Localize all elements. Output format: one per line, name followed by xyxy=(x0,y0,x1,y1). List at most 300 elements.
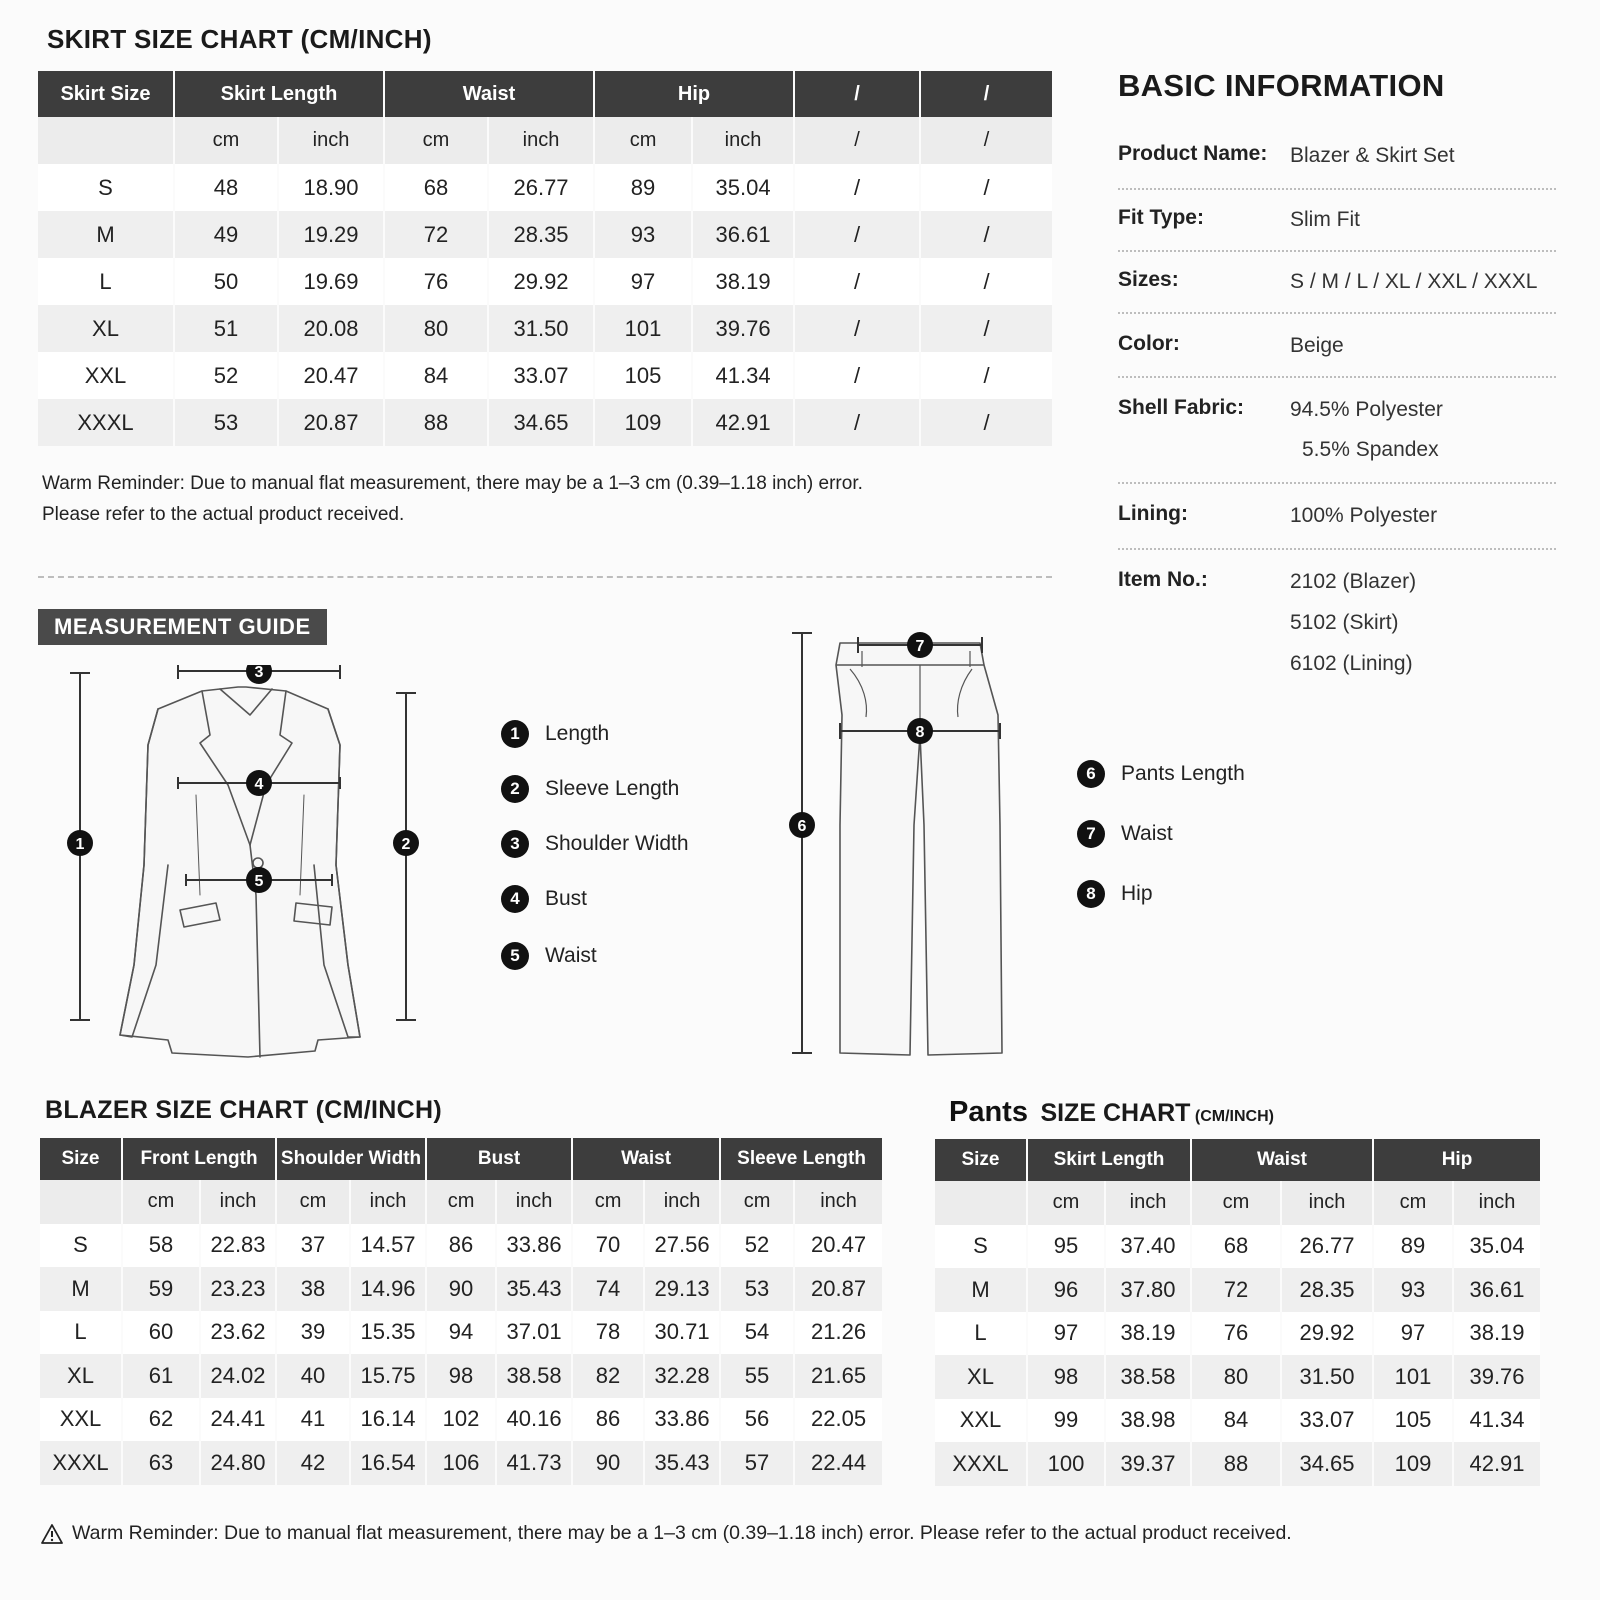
unit-cell: inch xyxy=(350,1180,426,1224)
header-cell: Size xyxy=(40,1138,122,1180)
pants-title-word: Pants xyxy=(949,1096,1028,1128)
unit-cell: cm xyxy=(174,117,278,164)
value-cell: 41.73 xyxy=(496,1441,572,1485)
value-cell: 53 xyxy=(720,1267,794,1311)
info-value: 5.5% Spandex xyxy=(1302,438,1439,461)
value-cell: 89 xyxy=(1373,1225,1453,1269)
legend-item-shoulder-width xyxy=(501,830,689,858)
skirt-chart-title: SKIRT SIZE CHART (CM/INCH) xyxy=(47,24,432,54)
unit-cell: inch xyxy=(496,1180,572,1224)
header-cell: Waist xyxy=(384,71,594,117)
value-cell: 39.37 xyxy=(1105,1442,1191,1486)
value-cell: 38.19 xyxy=(1105,1312,1191,1356)
value-cell: 20.47 xyxy=(794,1224,882,1268)
header-cell: Bust xyxy=(426,1138,572,1180)
info-value: Slim Fit xyxy=(1290,208,1360,231)
unit-cell xyxy=(40,1180,122,1224)
value-cell: 89 xyxy=(594,164,692,211)
value-cell: 14.96 xyxy=(350,1267,426,1311)
table-row xyxy=(40,1354,882,1398)
table-row xyxy=(935,1355,1540,1399)
header-cell: Front Length xyxy=(122,1138,276,1180)
basic-info-title: BASIC INFORMATION xyxy=(1118,68,1445,103)
unit-cell: cm xyxy=(1191,1181,1281,1225)
value-cell: 21.65 xyxy=(794,1354,882,1398)
skirt-size-table xyxy=(38,71,1052,446)
section-divider xyxy=(38,576,1052,578)
value-cell: 62 xyxy=(122,1398,200,1442)
value-cell: / xyxy=(920,164,1052,211)
value-cell: 56 xyxy=(720,1398,794,1442)
value-cell: 21.26 xyxy=(794,1311,882,1355)
svg-text:4: 4 xyxy=(254,776,264,793)
header-cell: / xyxy=(794,71,920,117)
value-cell: 33.07 xyxy=(1281,1399,1373,1443)
unit-cell: / xyxy=(794,117,920,164)
value-cell: 68 xyxy=(1191,1225,1281,1269)
unit-cell: cm xyxy=(572,1180,644,1224)
value-cell: 31.50 xyxy=(1281,1355,1373,1399)
unit-cell: cm xyxy=(122,1180,200,1224)
info-value: 100% Polyester xyxy=(1290,504,1438,527)
size-cell: M xyxy=(40,1267,122,1311)
header-cell: Hip xyxy=(594,71,794,117)
size-cell: XXL xyxy=(40,1398,122,1442)
table-row xyxy=(38,305,1052,352)
value-cell: 24.02 xyxy=(200,1354,276,1398)
size-cell: L xyxy=(935,1312,1027,1356)
value-cell: 39.76 xyxy=(692,305,794,352)
legend-label: Waist xyxy=(1121,822,1173,845)
value-cell: 24.80 xyxy=(200,1441,276,1485)
pants-size-table xyxy=(935,1139,1540,1486)
value-cell: 15.75 xyxy=(350,1354,426,1398)
value-cell: 50 xyxy=(174,258,278,305)
size-cell: XXXL xyxy=(38,399,174,446)
size-cell: XL xyxy=(40,1354,122,1398)
size-cell: XXXL xyxy=(935,1442,1027,1486)
value-cell: 84 xyxy=(384,352,488,399)
value-cell: 33.86 xyxy=(644,1398,720,1442)
unit-cell xyxy=(38,117,174,164)
unit-cell: cm xyxy=(1373,1181,1453,1225)
legend-item-bust xyxy=(501,885,587,913)
value-cell: 15.35 xyxy=(350,1311,426,1355)
value-cell: 34.65 xyxy=(488,399,594,446)
legend-label: Shoulder Width xyxy=(545,832,689,855)
value-cell: 37.40 xyxy=(1105,1225,1191,1269)
unit-cell: inch xyxy=(644,1180,720,1224)
svg-text:6: 6 xyxy=(797,818,807,835)
value-cell: 19.29 xyxy=(278,211,384,258)
legend-label: Pants Length xyxy=(1121,762,1245,785)
legend-label: Waist xyxy=(545,944,597,967)
pants-title-main: SIZE CHART xyxy=(1040,1099,1191,1127)
blazer-chart-title: BLAZER SIZE CHART (CM/INCH) xyxy=(45,1096,442,1124)
value-cell: 37.80 xyxy=(1105,1268,1191,1312)
table-row xyxy=(38,258,1052,305)
value-cell: 82 xyxy=(572,1354,644,1398)
svg-text:2: 2 xyxy=(401,836,411,853)
table-row xyxy=(935,1225,1540,1269)
info-row-lining xyxy=(1118,496,1556,550)
table-row xyxy=(935,1268,1540,1312)
footer-reminder xyxy=(40,1522,1292,1545)
value-cell: 95 xyxy=(1027,1225,1105,1269)
marker-8-icon: 8 xyxy=(1077,880,1105,908)
value-cell: 52 xyxy=(174,352,278,399)
value-cell: 42 xyxy=(276,1441,350,1485)
legend-item-pants-waist xyxy=(1077,820,1173,848)
info-row-fit-type xyxy=(1118,200,1556,252)
value-cell: 42.91 xyxy=(1453,1442,1540,1486)
value-cell: 20.87 xyxy=(794,1267,882,1311)
value-cell: 26.77 xyxy=(488,164,594,211)
header-cell: Skirt Length xyxy=(174,71,384,117)
value-cell: 52 xyxy=(720,1224,794,1268)
value-cell: / xyxy=(794,352,920,399)
svg-text:3: 3 xyxy=(254,665,264,681)
value-cell: 101 xyxy=(1373,1355,1453,1399)
value-cell: 35.43 xyxy=(644,1441,720,1485)
value-cell: 84 xyxy=(1191,1399,1281,1443)
value-cell: 23.62 xyxy=(200,1311,276,1355)
size-cell: XXL xyxy=(38,352,174,399)
value-cell: 57 xyxy=(720,1441,794,1485)
table-row xyxy=(935,1442,1540,1486)
table-row xyxy=(40,1267,882,1311)
size-cell: M xyxy=(38,211,174,258)
info-value: Beige xyxy=(1290,334,1344,357)
unit-cell: inch xyxy=(794,1180,882,1224)
value-cell: 86 xyxy=(572,1398,644,1442)
marker-2-icon: 2 xyxy=(501,775,529,803)
value-cell: / xyxy=(794,258,920,305)
value-cell: 28.35 xyxy=(488,211,594,258)
info-row-product-name xyxy=(1118,136,1556,190)
blazer-diagram xyxy=(60,665,430,1060)
value-cell: 102 xyxy=(426,1398,496,1442)
value-cell: 53 xyxy=(174,399,278,446)
blazer-size-table xyxy=(40,1138,882,1485)
marker-5-icon: 5 xyxy=(501,942,529,970)
value-cell: 80 xyxy=(384,305,488,352)
value-cell: 14.57 xyxy=(350,1224,426,1268)
value-cell: 40.16 xyxy=(496,1398,572,1442)
value-cell: 90 xyxy=(572,1441,644,1485)
value-cell: 100 xyxy=(1027,1442,1105,1486)
table-row xyxy=(935,1399,1540,1443)
value-cell: 30.71 xyxy=(644,1311,720,1355)
header-cell: Waist xyxy=(1191,1139,1373,1181)
table-row xyxy=(38,399,1052,446)
info-label: Sizes: xyxy=(1118,268,1179,291)
value-cell: 54 xyxy=(720,1311,794,1355)
header-cell: Waist xyxy=(572,1138,720,1180)
warning-icon xyxy=(40,1523,64,1545)
value-cell: 39 xyxy=(276,1311,350,1355)
pants-chart-title xyxy=(949,1096,1274,1129)
info-row-shell-fabric xyxy=(1118,390,1556,484)
info-row-item-no xyxy=(1118,562,1556,692)
value-cell: 36.61 xyxy=(1453,1268,1540,1312)
value-cell: 35.43 xyxy=(496,1267,572,1311)
unit-cell: inch xyxy=(1281,1181,1373,1225)
info-value: 94.5% Polyester xyxy=(1290,398,1443,421)
info-label: Item No.: xyxy=(1118,568,1208,591)
table-row xyxy=(40,1398,882,1442)
value-cell: 42.91 xyxy=(692,399,794,446)
units-row xyxy=(40,1180,882,1224)
units-row xyxy=(38,117,1052,164)
value-cell: 74 xyxy=(572,1267,644,1311)
value-cell: 23.23 xyxy=(200,1267,276,1311)
info-label: Shell Fabric: xyxy=(1118,396,1245,419)
value-cell: 55 xyxy=(720,1354,794,1398)
marker-7-icon: 7 xyxy=(1077,820,1105,848)
value-cell: 34.65 xyxy=(1281,1442,1373,1486)
unit-cell: cm xyxy=(594,117,692,164)
value-cell: 41.34 xyxy=(1453,1399,1540,1443)
value-cell: 88 xyxy=(384,399,488,446)
info-value: 2102 (Blazer) xyxy=(1290,570,1417,593)
value-cell: 16.14 xyxy=(350,1398,426,1442)
footer-reminder-text: Warm Reminder: Due to manual flat measurement, there may be a 1–3 cm (0.39–1.18 inch) error. Please refer to the actual product received. xyxy=(72,1522,1292,1544)
value-cell: 38.58 xyxy=(1105,1355,1191,1399)
unit-cell: inch xyxy=(200,1180,276,1224)
unit-cell: inch xyxy=(278,117,384,164)
header-cell: Size xyxy=(935,1139,1027,1181)
unit-cell: inch xyxy=(692,117,794,164)
value-cell: / xyxy=(794,399,920,446)
legend-item-pants-hip xyxy=(1077,880,1153,908)
value-cell: 63 xyxy=(122,1441,200,1485)
pants-title-unit: (CM/INCH) xyxy=(1194,1108,1274,1125)
legend-item-length xyxy=(501,720,609,748)
value-cell: / xyxy=(920,352,1052,399)
table-row xyxy=(38,352,1052,399)
info-label: Product Name: xyxy=(1118,142,1268,165)
value-cell: 78 xyxy=(572,1311,644,1355)
legend-label: Sleeve Length xyxy=(545,777,680,800)
value-cell: 28.35 xyxy=(1281,1268,1373,1312)
size-cell: XXXL xyxy=(40,1441,122,1485)
unit-cell: cm xyxy=(720,1180,794,1224)
legend-item-sleeve-length xyxy=(501,775,679,803)
value-cell: 72 xyxy=(384,211,488,258)
value-cell: / xyxy=(920,258,1052,305)
value-cell: 29.13 xyxy=(644,1267,720,1311)
value-cell: 68 xyxy=(384,164,488,211)
skirt-reminder-line2: Please refer to the actual product received. xyxy=(42,504,405,525)
unit-cell: cm xyxy=(1027,1181,1105,1225)
size-cell: M xyxy=(935,1268,1027,1312)
unit-cell xyxy=(935,1181,1027,1225)
value-cell: 105 xyxy=(594,352,692,399)
value-cell: 37 xyxy=(276,1224,350,1268)
pants-diagram xyxy=(780,625,1020,1065)
legend-label: Bust xyxy=(545,887,588,910)
value-cell: 106 xyxy=(426,1441,496,1485)
table-header-row xyxy=(935,1139,1540,1181)
value-cell: 88 xyxy=(1191,1442,1281,1486)
value-cell: 38.58 xyxy=(496,1354,572,1398)
legend-label: Length xyxy=(545,722,610,745)
info-value: 5102 (Skirt) xyxy=(1290,611,1399,634)
skirt-reminder-line1: Warm Reminder: Due to manual flat measurement, there may be a 1–3 cm (0.39–1.18 inch) error. xyxy=(42,473,863,494)
value-cell: 37.01 xyxy=(496,1311,572,1355)
value-cell: 38 xyxy=(276,1267,350,1311)
unit-cell: cm xyxy=(384,117,488,164)
value-cell: 38.98 xyxy=(1105,1399,1191,1443)
marker-3-icon: 3 xyxy=(501,830,529,858)
table-row xyxy=(40,1441,882,1485)
value-cell: / xyxy=(920,211,1052,258)
value-cell: 18.90 xyxy=(278,164,384,211)
value-cell: 49 xyxy=(174,211,278,258)
header-cell: Skirt Size xyxy=(38,71,174,117)
value-cell: 101 xyxy=(594,305,692,352)
unit-cell: cm xyxy=(426,1180,496,1224)
svg-text:1: 1 xyxy=(75,836,85,853)
legend-item-pants-length xyxy=(1077,760,1245,788)
value-cell: 97 xyxy=(1027,1312,1105,1356)
value-cell: 98 xyxy=(1027,1355,1105,1399)
table-header-row xyxy=(38,71,1052,117)
unit-cell: / xyxy=(920,117,1052,164)
value-cell: 97 xyxy=(1373,1312,1453,1356)
size-cell: S xyxy=(935,1225,1027,1269)
value-cell: 97 xyxy=(594,258,692,305)
info-value: Blazer & Skirt Set xyxy=(1290,144,1455,167)
value-cell: 59 xyxy=(122,1267,200,1311)
value-cell: 93 xyxy=(1373,1268,1453,1312)
value-cell: 76 xyxy=(1191,1312,1281,1356)
value-cell: 72 xyxy=(1191,1268,1281,1312)
value-cell: 76 xyxy=(384,258,488,305)
table-row xyxy=(40,1224,882,1268)
value-cell: 99 xyxy=(1027,1399,1105,1443)
value-cell: 93 xyxy=(594,211,692,258)
measurement-guide-badge: MEASUREMENT GUIDE xyxy=(38,609,327,645)
value-cell: 60 xyxy=(122,1311,200,1355)
value-cell: 19.69 xyxy=(278,258,384,305)
value-cell: 94 xyxy=(426,1311,496,1355)
size-cell: XL xyxy=(935,1355,1027,1399)
svg-text:7: 7 xyxy=(915,638,925,655)
size-cell: L xyxy=(40,1311,122,1355)
marker-1-icon: 1 xyxy=(501,720,529,748)
marker-4-icon: 4 xyxy=(501,885,529,913)
value-cell: 33.07 xyxy=(488,352,594,399)
value-cell: 109 xyxy=(1373,1442,1453,1486)
units-row xyxy=(935,1181,1540,1225)
value-cell: 38.19 xyxy=(692,258,794,305)
value-cell: 22.83 xyxy=(200,1224,276,1268)
value-cell: 38.19 xyxy=(1453,1312,1540,1356)
value-cell: 29.92 xyxy=(1281,1312,1373,1356)
value-cell: 35.04 xyxy=(1453,1225,1540,1269)
info-row-sizes xyxy=(1118,262,1556,314)
info-label: Color: xyxy=(1118,332,1180,355)
table-header-row xyxy=(40,1138,882,1180)
legend-label: Hip xyxy=(1121,882,1153,905)
value-cell: 22.05 xyxy=(794,1398,882,1442)
value-cell: / xyxy=(794,305,920,352)
unit-cell: inch xyxy=(488,117,594,164)
value-cell: 36.61 xyxy=(692,211,794,258)
value-cell: 41 xyxy=(276,1398,350,1442)
value-cell: 31.50 xyxy=(488,305,594,352)
value-cell: 86 xyxy=(426,1224,496,1268)
size-cell: S xyxy=(40,1224,122,1268)
value-cell: 27.56 xyxy=(644,1224,720,1268)
header-cell: Shoulder Width xyxy=(276,1138,426,1180)
size-cell: XL xyxy=(38,305,174,352)
value-cell: 98 xyxy=(426,1354,496,1398)
value-cell: 61 xyxy=(122,1354,200,1398)
value-cell: / xyxy=(920,305,1052,352)
value-cell: 24.41 xyxy=(200,1398,276,1442)
value-cell: 109 xyxy=(594,399,692,446)
value-cell: 96 xyxy=(1027,1268,1105,1312)
value-cell: 80 xyxy=(1191,1355,1281,1399)
unit-cell: inch xyxy=(1453,1181,1540,1225)
unit-cell: inch xyxy=(1105,1181,1191,1225)
value-cell: 58 xyxy=(122,1224,200,1268)
legend-item-waist xyxy=(501,942,597,970)
size-cell: L xyxy=(38,258,174,305)
info-label: Lining: xyxy=(1118,502,1188,525)
value-cell: 29.92 xyxy=(488,258,594,305)
header-cell: Skirt Length xyxy=(1027,1139,1191,1181)
value-cell: 51 xyxy=(174,305,278,352)
value-cell: / xyxy=(794,164,920,211)
value-cell: 26.77 xyxy=(1281,1225,1373,1269)
info-value: S / M / L / XL / XXL / XXXL xyxy=(1290,270,1538,293)
svg-text:8: 8 xyxy=(915,724,925,741)
svg-text:5: 5 xyxy=(254,873,264,890)
info-value: 6102 (Lining) xyxy=(1290,652,1413,675)
value-cell: 90 xyxy=(426,1267,496,1311)
size-cell: XXL xyxy=(935,1399,1027,1443)
marker-6-icon: 6 xyxy=(1077,760,1105,788)
value-cell: 32.28 xyxy=(644,1354,720,1398)
header-cell: / xyxy=(920,71,1052,117)
header-cell: Hip xyxy=(1373,1139,1540,1181)
table-row xyxy=(38,164,1052,211)
table-row xyxy=(38,211,1052,258)
value-cell: 40 xyxy=(276,1354,350,1398)
value-cell: 22.44 xyxy=(794,1441,882,1485)
value-cell: 70 xyxy=(572,1224,644,1268)
value-cell: 105 xyxy=(1373,1399,1453,1443)
value-cell: 33.86 xyxy=(496,1224,572,1268)
value-cell: 41.34 xyxy=(692,352,794,399)
value-cell: 20.08 xyxy=(278,305,384,352)
header-cell: Sleeve Length xyxy=(720,1138,882,1180)
value-cell: 48 xyxy=(174,164,278,211)
value-cell: 16.54 xyxy=(350,1441,426,1485)
value-cell: / xyxy=(920,399,1052,446)
size-cell: S xyxy=(38,164,174,211)
value-cell: 39.76 xyxy=(1453,1355,1540,1399)
table-row xyxy=(40,1311,882,1355)
value-cell: 20.47 xyxy=(278,352,384,399)
value-cell: 35.04 xyxy=(692,164,794,211)
value-cell: 20.87 xyxy=(278,399,384,446)
value-cell: / xyxy=(794,211,920,258)
